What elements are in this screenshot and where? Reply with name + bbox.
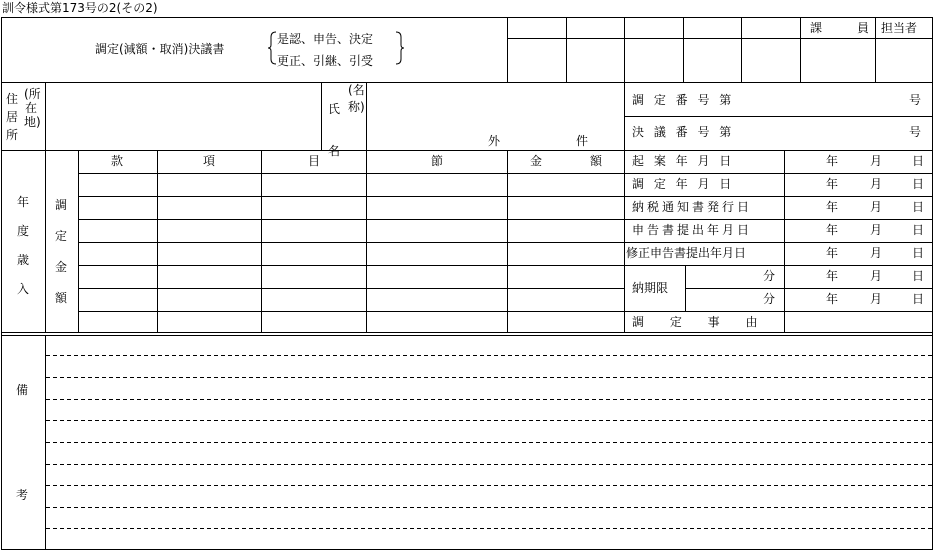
column-kou: 項 xyxy=(203,154,216,168)
options-left-brace xyxy=(268,32,276,64)
assess-number-suffix: 号 xyxy=(909,93,922,107)
decision-number-label: 決 議 番 号 第 xyxy=(632,125,732,139)
options-right-brace xyxy=(396,32,404,64)
column-kan: 款 xyxy=(111,154,124,168)
column-amount-1: 金 xyxy=(530,154,543,168)
column-setsu: 節 xyxy=(431,154,444,168)
column-moku: 目 xyxy=(308,154,321,168)
decision-number-suffix: 号 xyxy=(909,125,922,139)
others-label: 外 xyxy=(488,134,501,148)
approval-person-label: 担当者 xyxy=(881,21,918,35)
due-first-part: 分 xyxy=(763,269,776,283)
amend-date-label: 修正申告書提出年月日 xyxy=(626,246,747,260)
form-number: 訓令様式第173号の2(その2) xyxy=(2,1,158,15)
column-amount-2: 額 xyxy=(590,154,603,168)
due-second-part: 分 xyxy=(763,292,776,306)
reason-label: 調 定 事 由 xyxy=(632,315,758,329)
due-date-label: 納期限 xyxy=(632,281,669,295)
assess-number-label: 調 定 番 号 第 xyxy=(632,93,732,107)
address-label: 住居所 xyxy=(5,92,18,142)
fiscal-revenue-label: 年度歳入 xyxy=(16,195,29,296)
name-label-sub: (名称) xyxy=(348,83,365,114)
draft-date-label: 起 案 年 月 日 xyxy=(632,154,732,168)
remarks-label-top: 備 xyxy=(16,383,29,397)
address-label-sub: (所在地) xyxy=(24,87,41,129)
cases-label: 件 xyxy=(576,134,589,148)
assessed-amount-label: 調定金額 xyxy=(54,198,67,305)
options-line-2: 更正、引継、引受 xyxy=(277,54,374,68)
remarks-label-bottom: 考 xyxy=(16,488,29,502)
notice-date-label: 納税通知書発行日 xyxy=(632,200,753,214)
approval-staff-label: 員 xyxy=(857,21,870,35)
filing-date-label: 申告書提出年月日 xyxy=(632,223,753,237)
approval-section-label: 課 xyxy=(810,21,823,35)
assess-date-label: 調 定 年 月 日 xyxy=(632,177,732,191)
name-label: 氏名 xyxy=(327,102,340,158)
options-line-1: 是認、申告、決定 xyxy=(277,32,374,46)
document-title: 調定(減額・取消)決議書 xyxy=(95,42,225,56)
